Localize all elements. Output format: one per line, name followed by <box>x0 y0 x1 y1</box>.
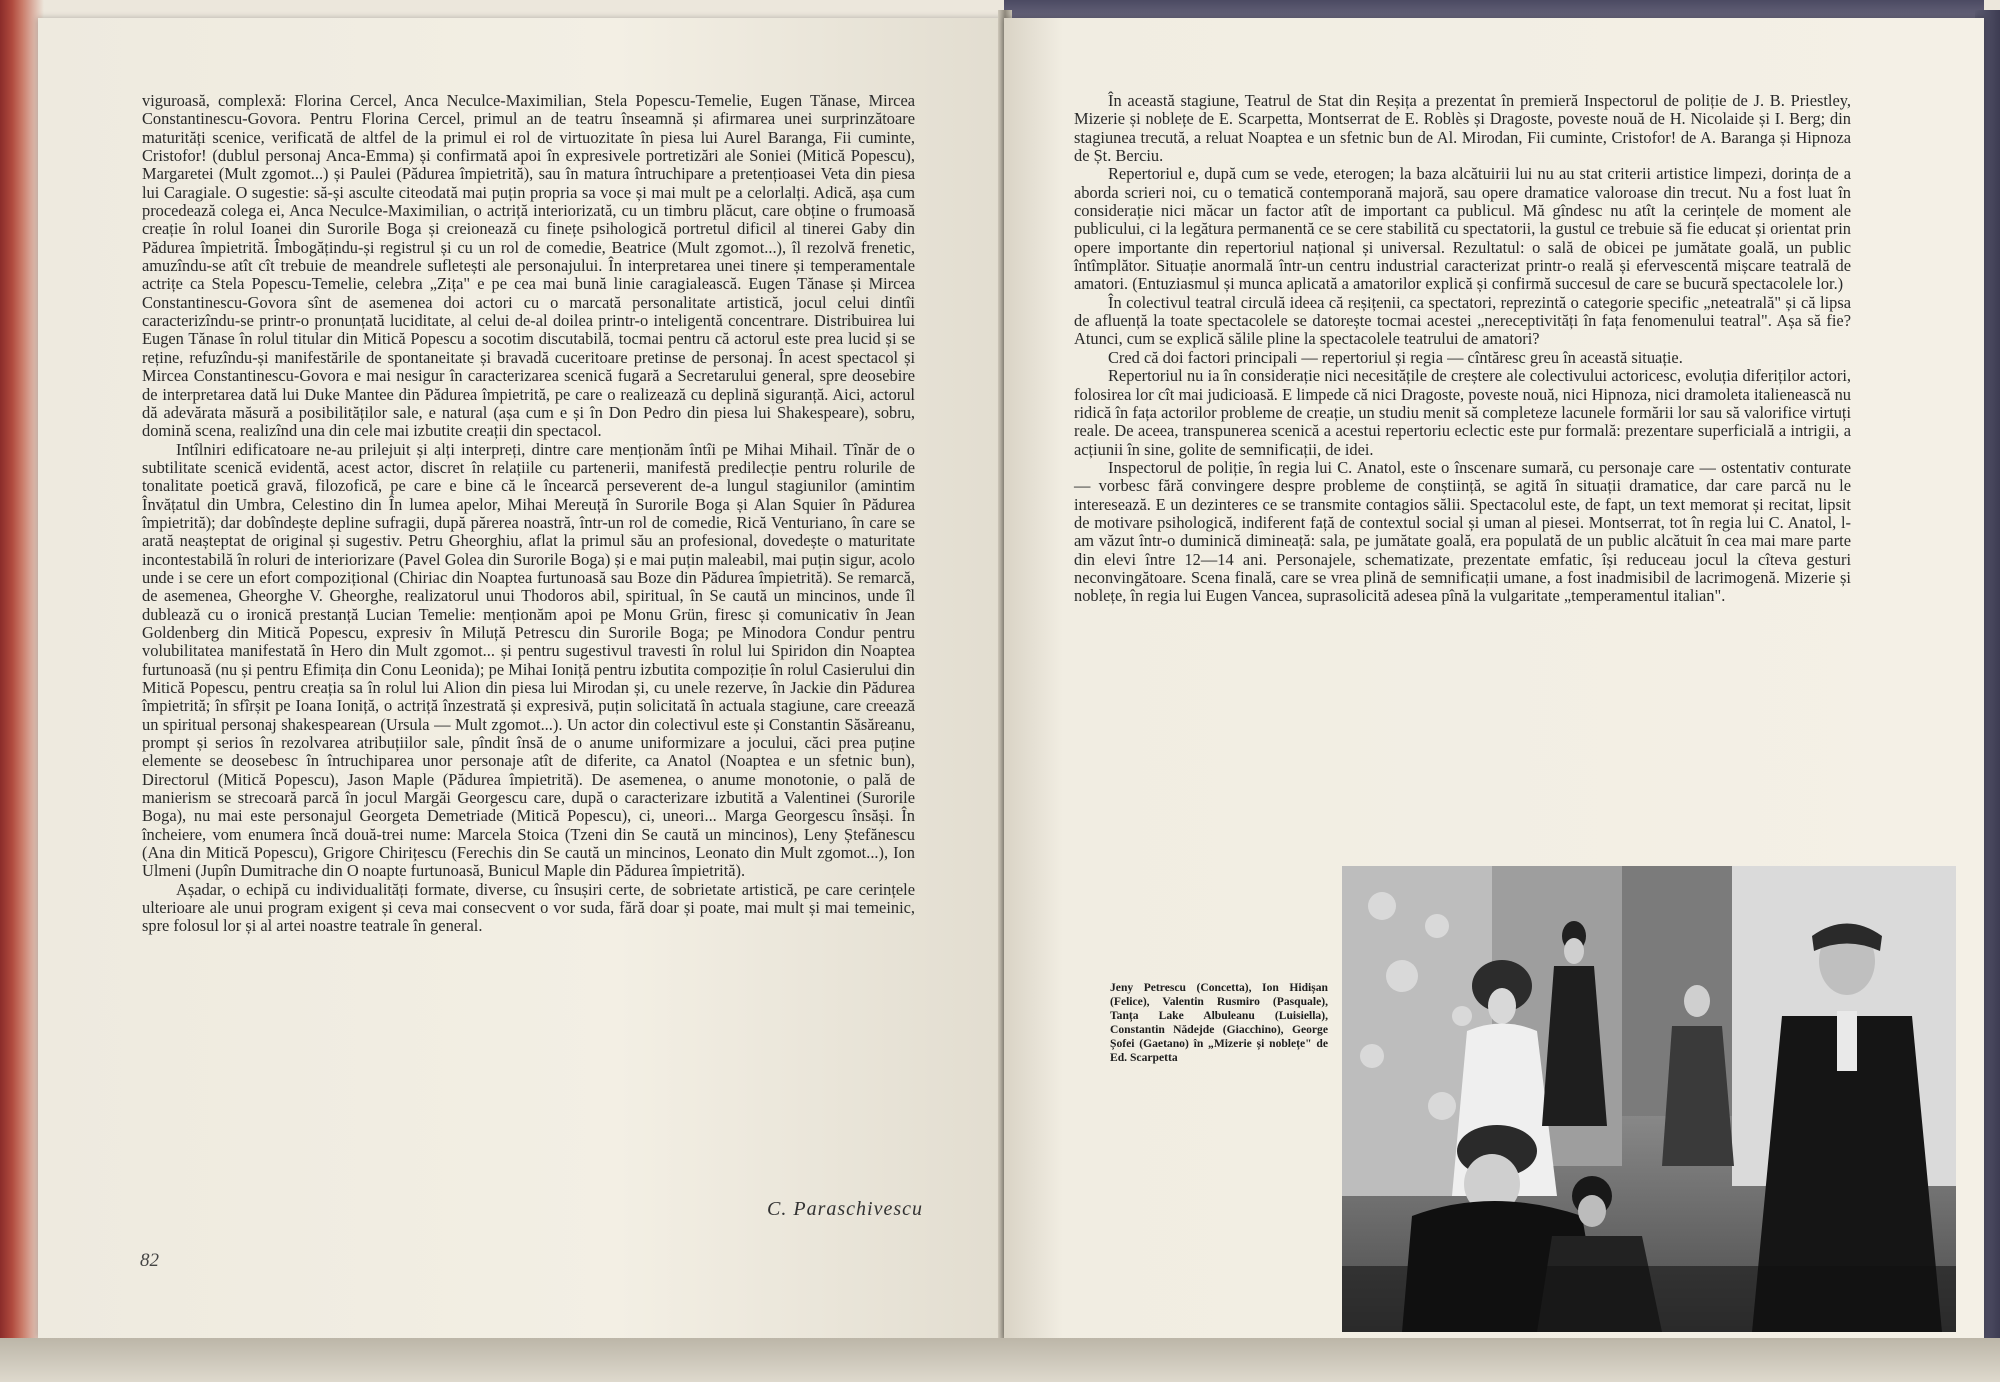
left-page-body <box>142 92 915 936</box>
stage-photograph <box>1342 866 1956 1332</box>
paragraph: În colectivul teatral circulă ideea că reșițenii, ca spectatori, reprezintă o categorie specific „neteatrală" și că lipsa de afluență la toate spectacolele se datorește tocmai acestei „nereceptivități în fața fenomenului teatral". Așa să fie? Atunci, cum se explică sălile pline la spectacolele teatrului de amatori? <box>1074 292 1851 349</box>
paragraph: Repertoriul e, după cum se vede, eterogen; la baza alcătuirii lui nu au stat criterii artistice limpezi, dorința de a aborda scrieri noi, cu o tematică contemporană majoră, sau opere dramatice valoroase din trecut. Nu a fost luat în considerație nici măcar un factor atît de important ca publicul. Mă gîndesc nu atît la cerințele de moment ale publicului, ci la legătura permanentă ce se cere stabilită cu spectatorii, la gustul ce trebuie să fie educat și orientat prin opere importante din repertoriul național și universal. Rezultatul: o sală de obicei pe jumătate goală, un public întîmplător. Situație anormală într-un centru industrial caracterizat printr-o reală și efervescentă mișcare teatrală de amatori. (Entuziasmul și munca aplicată a amatorilor explică și confirmă succesul de care se bucură spectacolele lor.) <box>1074 164 1851 294</box>
paragraph: Inspectorul de poliție, în regia lui C. Anatol, este o înscenare sumară, cu personaje care — ostentativ conturate — vorbesc fără convingere despre probleme de conștiință, se agită în situații dramatice, dar care parcă nu le interesează. E un dezinteres ce se transmite contagios sălii. Spectacolul este, de fapt, un text memorat și recitat, lipsit de motivare psihologică, indiferent față de contextul social și uman al piesei. Montserrat, tot în regia lui C. Anatol, l-am văzut într-o duminică dimineață: sala, pe jumătate goală, era populată de un public alcătuit în cea mai mare parte din elevi între 12—14 ani. Personajele, schematizate, prezentate emfatic, își reduceau jocul la cîteva gesturi neconvingătoare. Scena finală, care se vrea plină de semnificații umane, a fost inadmisibil de lacrimogenă. Mizerie și noblețe, în regia lui Eugen Vancea, suprasolicită adesea pînă la vulgaritate „temperamentul italian". <box>1074 457 1851 606</box>
paragraph: Cred că doi factori principali — repertoriul și regia — cîntăresc greu în această situație. <box>1108 347 1683 367</box>
paragraph: Repertoriul nu ia în considerație nici necesitățile de creștere ale colectivului actoricesc, evoluția diferiților actori, folosirea lor cît mai judicioasă. E limpede că nici Dragoste, poveste nouă, nici Hipnoza, nici dramoleta italienească nu ridică în fața actorilor probleme de creație, un studiu menit să completeze lacunele formării lor sau să valorifice virtuți reale. De aceea, transpunerea scenică a acestui repertoriu eclectic este pur formală: prezentare superficială a intrigii, a acțiunii în sine, golite de semnificații, de idei. <box>1074 366 1851 459</box>
right-page <box>1004 18 1984 1338</box>
desk-surface <box>0 1338 2000 1382</box>
stage-scene-illustration <box>1342 866 1956 1332</box>
author-signature: C. Paraschivescu <box>767 1198 923 1220</box>
paragraph: În această stagiune, Teatrul de Stat din Reșița a prezentat în premieră Inspectorul de poliție de J. B. Priestley, Mizerie și noblețe de E. Scarpetta, Montserrat de E. Roblès și Dragoste, poveste nouă de H. Nicolaide și I. Berg; din stagiunea trecută, a reluat Noaptea e un sfetnic bun de Al. Mirodan, Fii cuminte, Cristofor! de A. Baranga și Hipnoza de Șt. Berciu. <box>1074 91 1851 166</box>
photo-caption: Jeny Petrescu (Concetta), Ion Hidișan (Felice), Valentin Rusmiro (Pasquale), Tanța Lake Albuleanu (Luisiella), Constantin Nădejde (Giacchino), George Șofei (Gaetano) în „Mizerie și noblețe" de Ed. Scarpetta <box>1110 981 1328 1064</box>
paragraph: Intîlniri edificatoare ne-au prilejuit și alți interpreți, dintre care menționăm întîi pe Mihai Mihail. Tînăr de o subtilitate scenică evidentă, acest actor, discret în relațiile cu partenerii, manifestă predilecție pentru rolurile de tonalitate poetică gravă, filozofică, pe care e bine că le încearcă perseverent de-a lungul stagiunilor (amintim Învățatul din Umbra, Celestino din În lumea apelor, Mihai Mereuță în Surorile Boga și Alan Squier în Pădurea împietrită); dar dobîndește depline sufragii, după părerea noastră, într-un rol de comedie, Rică Venturiano, în care se arată neașteptat de original și sugestiv. Petru Gheorghiu, aflat la primul său an profesional, dovedește o maturitate incontestabilă în roluri de interiorizare (Pavel Golea din Surorile Boga) și e mai puțin maleabil, mai puțin sigur, acolo unde i se cere un efort compozițional (Chiriac din Noaptea furtunoasă sau Boze din Pădurea împietrită). Se remarcă, de asemenea, Gheorghe V. Gheorghe, realizatorul unui Thodoros abil, spiritual, în Se caută un mincinos, unde îl dublează cu o ironică prestanță Lucian Temelie: menționăm apoi pe Monu Grün, firesc și comunicativ în Jean Goldenberg din Mitică Popescu, expresiv în Miluță Petrescu din Surorile Boga; pe Minodora Condur pentru volubilitatea manifestată în Hero din Mult zgomot... și pentru sugestivul travesti în rolul lui Spiridon din Noaptea furtunoasă (nu și pentru Efimița din Conu Leonida); pe Mihai Ioniță pentru izbutita compoziție în rolul Casierului din Mitică Popescu, pentru creația sa în rolul lui Alion din piesa lui Mirodan și, cu unele rezerve, în Jackie din Pădurea împietrită; în sfîrșit pe Ioana Ioniță, o actriță înzestrată și expresivă, puțin solicitată în actuala stagiune, care creează un spiritual personaj shakespearean (Ursula — Mult zgomot...). Un actor din colectivul este și Constantin Săsăreanu, prompt și serios în rezolvarea atribuțiilor sale, pîndit însă de o anume uniformizare a jocului, căci prea puține elemente se deosebesc în întruchiparea unor personaje atît de diferite, ca Anatol (Noaptea e un sfetnic bun), Directorul (Mitică Popescu), Jason Maple (Pădurea împietrită). De asemenea, o anume monotonie, o pală de manierism se strecoară parcă în jocul Margăi Georgescu care, după o caracterizare izbutită a Valentinei (Surorile Boga), nu mai este personajul Georgeta Demetriade (Mitică Popescu), ci, uneori... Marga Georgescu însăși. În încheiere, vom enumera încă două-trei nume: Marcela Stoica (Tzeni din Se caută un mincinos), Leny Ștefănescu (Ana din Mitică Popescu), Grigore Chirițescu (Ferechis din Se caută un mincinos, Leonato din Mult zgomot...), Ion Ulmeni (Jupîn Dumitrache din O noapte furtunoasă, Bunicul Maple din Pădurea împietrită). <box>142 439 915 881</box>
right-page-body <box>1074 92 1851 606</box>
left-page <box>38 18 1004 1338</box>
paragraph: Așadar, o echipă cu individualități formate, diverse, cu însușiri certe, de sobrietate artistică, pe care cerințele ulterioare ale unui program exigent și ceva mai consecvent o vor suda, fără doar și poate, mai mult și mai temeinic, spre folosul lor și al artei noastre teatrale în general. <box>142 879 915 936</box>
paragraph: viguroasă, complexă: Florina Cercel, Anca Neculce-Maximilian, Stela Popescu-Temelie, Eugen Tănase, Mircea Constantinescu-Govora. Pentru Florina Cercel, primul an de teatru înseamnă și afirmarea unei surprinzătoare maturități scenice, verificată de altfel de la primul ei rol de virtuozitate în piesa lui Aurel Baranga, Fii cuminte, Cristofor! (dublul personaj Anca-Emma) și confirmată apoi în expresivele portretizări ale Soniei (Mitică Popescu), Margaretei (Mult zgomot...) și Paulei (Pădurea împietrită), sau în matura întruchipare a pretențioasei Veta din piesa lui Caragiale. O sugestie: să-și asculte citeodată mai puțin propria sa voce și mai mult pe a celorlalți. Adică, așa cum procedează colega ei, Anca Neculce-Maximilian, o actriță interiorizată, cu un timbru plăcut, care obține o frumoasă creație în rolul Ioanei din Surorile Boga și creionează cu finețe psihologică portretul dificil al tinerei Gaby din Pădurea împietrită. Îmbogățindu-și registrul și cu un rol de comedie, Beatrice (Mult zgomot...), îl rezolvă frenetic, amuzîndu-se atît cît trebuie de meandrele sufletești ale personajului. În interpretarea unei tinere și temperamentale actrițe ca Stela Popescu-Temelie, celebra „Zița" e pe cea mai bună linie caragialească. Eugen Tănase și Mircea Constantinescu-Govora sînt de asemenea doi actori cu o marcată personalitate artistică, jocul celui dintîi caracterizîndu-se printr-o pronunțată luciditate, al celui de-al doilea printr-o inteligentă concentrare. Distribuirea lui Eugen Tănase în rolul titular din Mitică Popescu a socotim discutabilă, tocmai pentru că actorul este prea lucid și se reține, refuzîndu-și manifestările de spontaneitate și bravadă cuceritoare pretinse de personaj. În acest spectacol și Mircea Constantinescu-Govora e mai nesigur în caracterizarea scenică fugară a Secretarului general, spre deosebire de interpretarea dată lui Duke Mantee din Pădurea împietrită, pe care o realizează cu deplină siguranță. Aici, actorul dă adevărata măsură a posibilităților sale, e natural (așa cum e și în Don Pedro din piesa lui Shakespeare), sobru, domină scena, realizînd una din cele mai izbutite creații din spectacol. <box>142 91 915 441</box>
page-number: 82 <box>140 1250 159 1271</box>
